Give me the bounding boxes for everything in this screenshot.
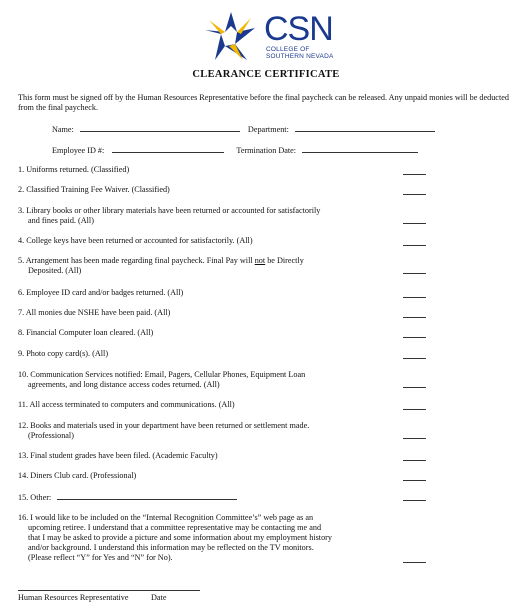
- checklist-item-13-signoff[interactable]: [403, 460, 426, 461]
- checklist-item-1: [18, 165, 363, 175]
- checklist-item-11-signoff[interactable]: [403, 409, 426, 410]
- item-text: 3. Library books or other library materials have been returned or accounted for satisfactorily: [18, 206, 321, 215]
- item-text-cont-3: and/or background. I understand this information may be reflected on the TV monitors.: [28, 543, 314, 552]
- item-text-cont: agreements, and long distance access codes returned. (All): [28, 380, 220, 389]
- item-text: 6. Employee ID card and/or badges returned. (All): [18, 288, 184, 297]
- checklist-item-13: [18, 451, 363, 461]
- hr-representative-label: Human Resources Representative: [18, 593, 129, 602]
- checklist-item-3-signoff[interactable]: [403, 223, 426, 224]
- checklist-item-15: [18, 491, 363, 503]
- item-text-cont: (Professional): [28, 431, 74, 440]
- checklist-item-4-signoff[interactable]: [403, 245, 426, 246]
- item-text-cont: Deposited. (All): [28, 266, 82, 275]
- item-text: 8. Financial Computer loan cleared. (All): [18, 328, 154, 337]
- other-field[interactable]: [57, 491, 237, 500]
- item-text: 1. Uniforms returned. (Classified): [18, 165, 130, 174]
- checklist-item-2-signoff[interactable]: [403, 194, 426, 195]
- checklist-item-4: [18, 236, 363, 246]
- item-text: 2. Classified Training Fee Waiver. (Classified): [18, 185, 170, 194]
- logo-text: [264, 12, 344, 60]
- item-text: 13. Final student grades have been filed. (Academic Faculty): [18, 451, 218, 460]
- checklist-item-3: [18, 206, 363, 226]
- department-field[interactable]: [295, 123, 435, 132]
- item-text-cont-2: that I may be asked to provide a picture and some information about my employment history: [28, 533, 333, 542]
- logo-wordmark: CSN: [264, 10, 333, 48]
- item-text: 9. Photo copy card(s). (All): [18, 349, 109, 358]
- checklist-item-6-signoff[interactable]: [403, 297, 426, 298]
- checklist-item-8-signoff[interactable]: [403, 337, 426, 338]
- checklist-item-2: [18, 185, 363, 195]
- checklist-item-9-signoff[interactable]: [403, 358, 426, 359]
- item-text-b: be Directly: [265, 256, 304, 265]
- checklist-item-7-signoff[interactable]: [403, 317, 426, 318]
- checklist-item-1-signoff[interactable]: [403, 174, 426, 175]
- csn-logo: [198, 8, 338, 64]
- logo-subtitle-line1: COLLEGE OF: [266, 46, 310, 53]
- checklist-item-14-signoff[interactable]: [403, 480, 426, 481]
- employee-id-label: Employee ID #:: [52, 146, 105, 155]
- checklist-item-5-signoff[interactable]: [403, 273, 426, 274]
- item-text: 12. Books and materials used in your department have been returned or settlement made.: [18, 421, 310, 430]
- checklist-item-16: [18, 513, 388, 563]
- checklist-item-6: [18, 288, 363, 298]
- checklist-item-16-signoff[interactable]: [403, 562, 426, 563]
- checklist-item-15-signoff[interactable]: [403, 500, 426, 501]
- item-text-cont-4: (Please reflect “Y” for Yes and “N” for No).: [28, 553, 173, 562]
- name-field[interactable]: [80, 123, 240, 132]
- checklist-item-12: [18, 421, 363, 441]
- signature-line[interactable]: [18, 590, 200, 591]
- checklist-item-12-signoff[interactable]: [403, 438, 426, 439]
- checklist-item-14: [18, 471, 363, 481]
- item-text: 10. Communication Services notified: Email, Pagers, Cellular Phones, Equipment Loan: [18, 370, 306, 379]
- checklist-item-5: [18, 256, 363, 276]
- item-text: 11. All access terminated to computers and communications. (All): [18, 400, 235, 409]
- item-text: 15. Other:: [18, 493, 52, 502]
- logo-subtitle-line2: SOUTHERN NEVADA: [266, 53, 334, 60]
- item-text: 4. College keys have been returned or accounted for satisfactorily. (All): [18, 236, 253, 245]
- department-label: Department:: [247, 125, 289, 134]
- intro-text: This form must be signed off by the Human Resources Representative before the final paycheck can be released. Any unpaid monies will be deducted from the final paycheck.: [18, 93, 509, 112]
- termination-date-label: Termination Date:: [236, 146, 297, 155]
- form-title: CLEARANCE CERTIFICATE: [192, 69, 340, 80]
- checklist-item-10-signoff[interactable]: [403, 387, 426, 388]
- item-text-cont: and fines paid. (All): [28, 216, 94, 225]
- checklist-item-10: [18, 370, 363, 390]
- item-text-a: 5. Arrangement has been made regarding final paycheck. Final Pay will: [18, 256, 255, 265]
- item-text: 14. Diners Club card. (Professional): [18, 471, 137, 480]
- checklist-item-7: [18, 308, 363, 318]
- item-text-cont-1: upcoming retiree. I understand that a committee representative may be contacting me and: [28, 523, 322, 532]
- csn-star-logo-icon: [198, 8, 264, 64]
- checklist-item-8: [18, 328, 363, 338]
- item-text: 16. I would like to be included on the “Internal Recognition Committee’s” web page as an: [18, 513, 314, 522]
- name-department-row: [52, 123, 435, 134]
- item-text-underlined: not: [254, 256, 266, 265]
- name-label: Name:: [52, 125, 74, 134]
- checklist-item-9: [18, 349, 363, 359]
- termination-date-field[interactable]: [302, 144, 418, 153]
- employee-id-termination-row: [52, 144, 418, 155]
- employee-id-field[interactable]: [112, 144, 224, 153]
- checklist-item-11: [18, 400, 363, 410]
- date-label: Date: [151, 593, 167, 602]
- item-text: 7. All monies due NSHE have been paid. (All): [18, 308, 171, 317]
